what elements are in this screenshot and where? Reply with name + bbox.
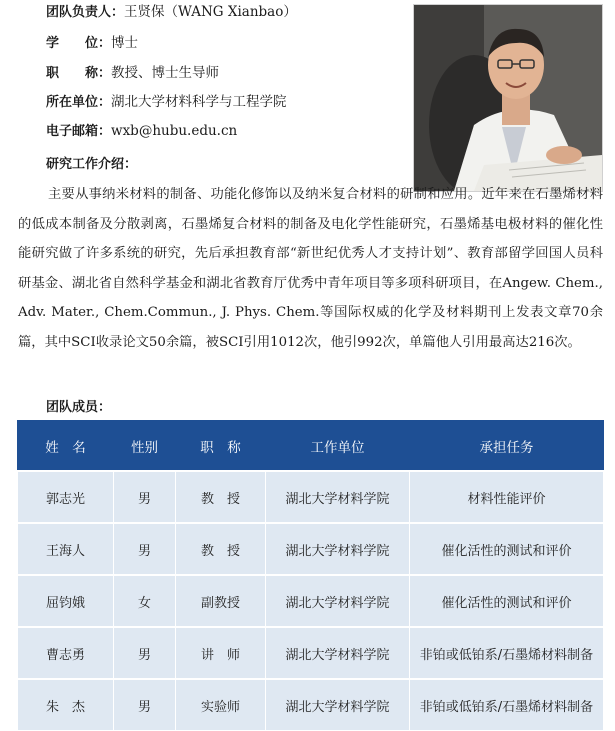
member-unit: 湖北大学材料学院: [266, 679, 410, 731]
leader-title-label: 职 称：: [46, 66, 112, 81]
member-unit: 湖北大学材料学院: [266, 627, 410, 679]
column-header-gender: 性别: [114, 421, 176, 472]
leader-name-value: 王贤保（WANG Xianbao）: [124, 4, 297, 20]
column-header-name: 姓 名: [18, 421, 114, 472]
leader-portrait-photo: [413, 4, 603, 192]
leader-unit-line: [46, 93, 287, 112]
portrait-illustration: [414, 5, 602, 191]
member-task: 催化活性的测试和评价: [410, 523, 604, 575]
member-title: 教 授: [176, 471, 266, 523]
member-unit: 湖北大学材料学院: [266, 575, 410, 627]
member-name: 屈钧娥: [18, 575, 114, 627]
member-title: 教 授: [176, 523, 266, 575]
team-heading: 团队成员：: [46, 400, 112, 415]
leader-title-line: [46, 64, 219, 83]
leader-degree-line: [46, 34, 138, 53]
table-row: [18, 523, 604, 575]
member-name: 郭志光: [18, 471, 114, 523]
leader-email-label: 电子邮箱：: [46, 124, 112, 139]
member-unit: 湖北大学材料学院: [266, 523, 410, 575]
research-heading: 研究工作介绍：: [46, 157, 138, 172]
member-title: 讲 师: [176, 627, 266, 679]
member-title: 实验师: [176, 679, 266, 731]
member-name: 王海人: [18, 523, 114, 575]
member-task: 材料性能评价: [410, 471, 604, 523]
member-gender: 男: [114, 679, 176, 731]
column-header-title: 职 称: [176, 421, 266, 472]
leader-unit-label: 所在单位：: [46, 95, 112, 110]
leader-degree-label: 学 位：: [46, 36, 112, 51]
member-gender: 男: [114, 627, 176, 679]
table-row: [18, 627, 604, 679]
member-name: 朱 杰: [18, 679, 114, 731]
member-unit: 湖北大学材料学院: [266, 471, 410, 523]
member-gender: 男: [114, 471, 176, 523]
column-header-task: 承担任务: [410, 421, 604, 472]
leader-title-value: 教授、博士生导师: [111, 65, 220, 81]
column-header-unit: 工作单位: [266, 421, 410, 472]
member-task: 催化活性的测试和评价: [410, 575, 604, 627]
leader-name-label: 团队负责人：: [46, 5, 125, 20]
leader-email-line: [46, 122, 237, 141]
member-gender: 男: [114, 523, 176, 575]
member-name: 曹志勇: [18, 627, 114, 679]
leader-email-value: wxb@hubu.edu.cn: [111, 123, 238, 139]
research-paragraph: 主要从事纳米材料的制备、功能化修饰以及纳米复合材料的研制和应用。近年来在石墨烯材料的低成本制备及分散剥离，石墨烯复合材料的制备及电化学性能研究，石墨烯基电极材料的催化性能研究做了许多系统的研究，先后承担教育部“新世纪优秀人才支持计划”、教育部留学回国人员科研基金、湖北省自然科学基金和湖北省教育厅优秀中青年项目等多项科研项目，在Angew. Chem., Adv. Mater., Chem.Commun., J. Phys. Chem.等国际权威的化学及材料期刊上发表文章70余篇，其中SCI收录论文50余篇，被SCI引用1012次，他引992次，单篇他人引用最高达216次。: [18, 187, 603, 350]
table-row: [18, 679, 604, 731]
table-row: [18, 471, 604, 523]
member-task: 非铂或低铂系/石墨烯材料制备: [410, 627, 604, 679]
table-row: [18, 575, 604, 627]
team-members-table: [17, 420, 604, 731]
table-header-row: [18, 421, 604, 472]
leader-unit-value: 湖北大学材料科学与工程学院: [111, 94, 287, 110]
leader-name-line: [46, 3, 297, 22]
member-title: 副教授: [176, 575, 266, 627]
member-gender: 女: [114, 575, 176, 627]
member-task: 非铂或低铂系/石墨烯材料制备: [410, 679, 604, 731]
leader-degree-value: 博士: [111, 35, 139, 51]
